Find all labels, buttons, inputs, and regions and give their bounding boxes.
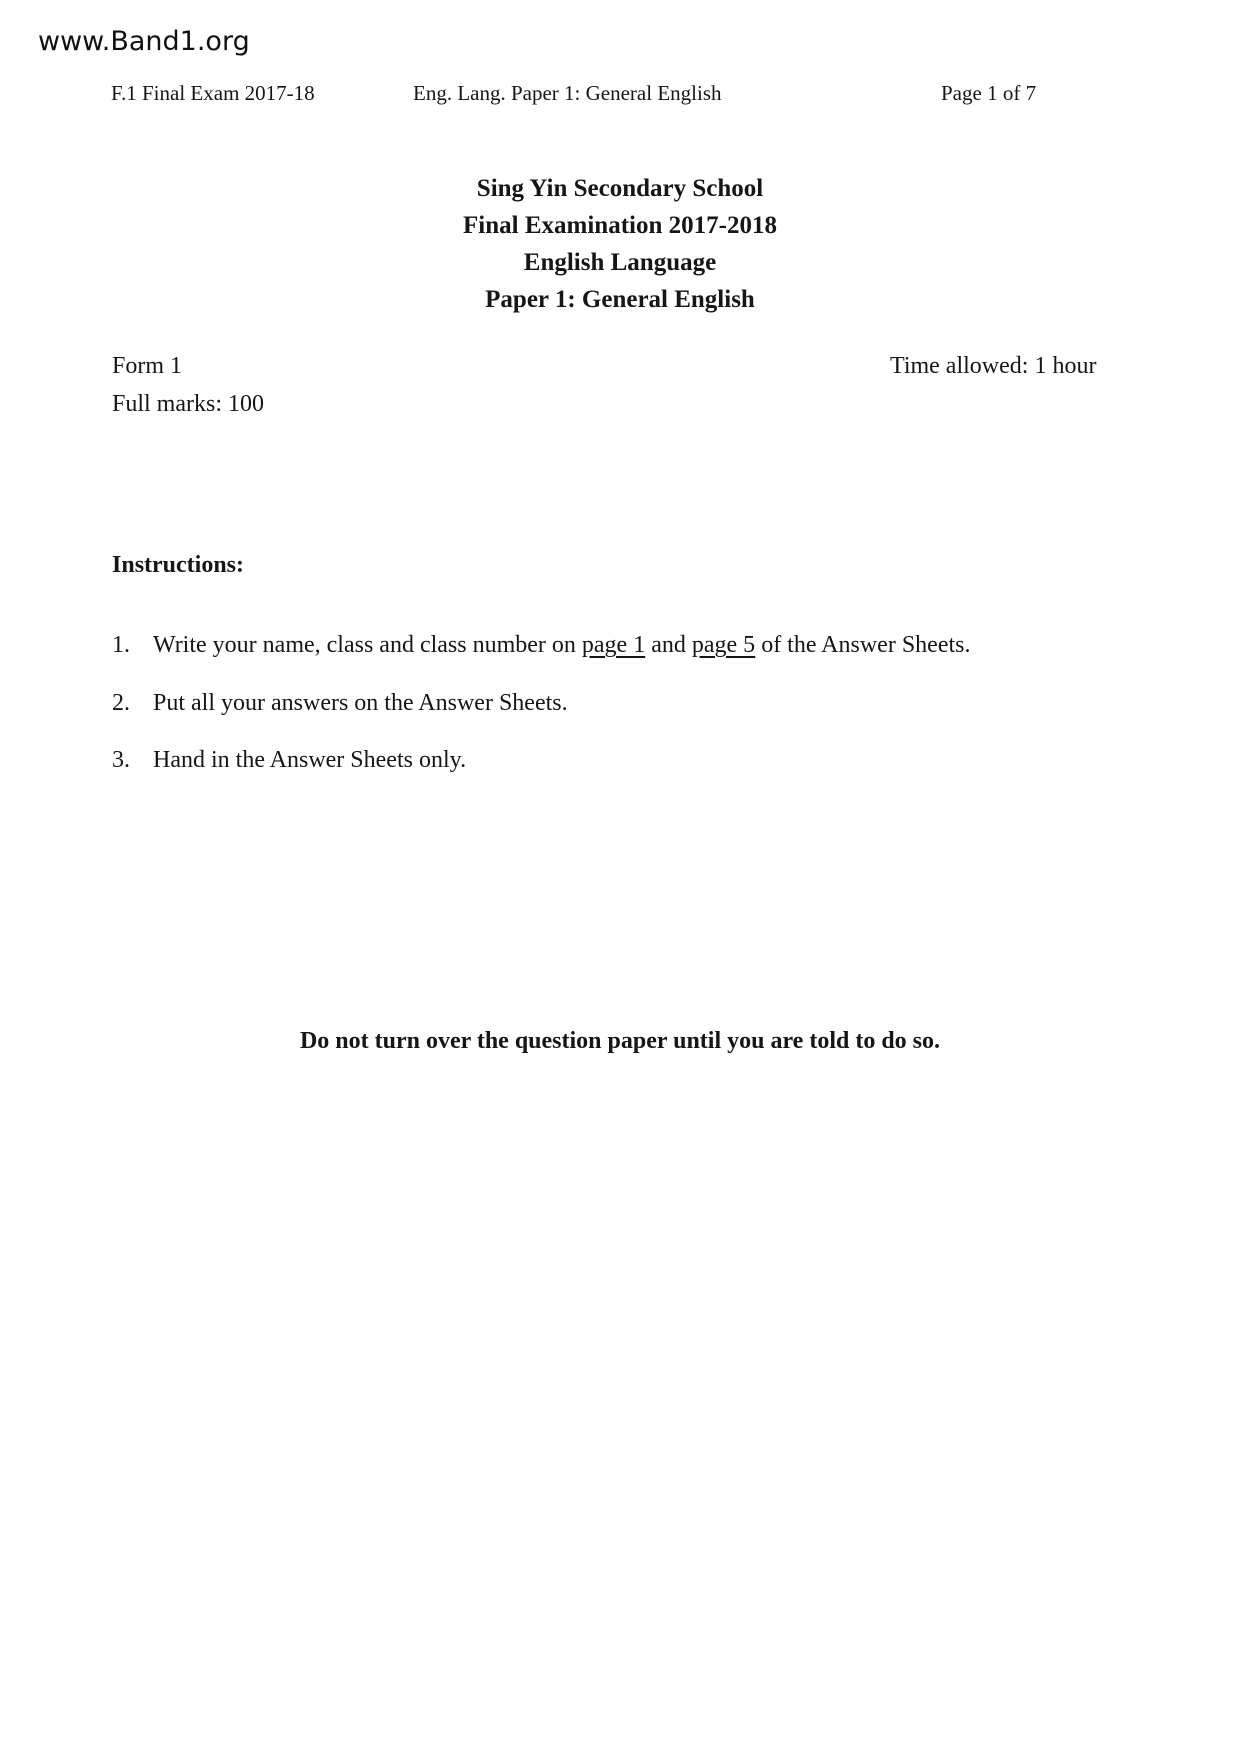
instruction-item-2-text: Put all your answers on the Answer Sheets. bbox=[153, 690, 568, 716]
instruction-item-2 bbox=[112, 690, 568, 717]
instructions-heading: Instructions: bbox=[112, 552, 245, 578]
page-5-underlined: page 5 bbox=[691, 632, 756, 658]
exam-name: Final Examination 2017-2018 bbox=[463, 212, 777, 239]
instruction-item-3-text: Hand in the Answer Sheets only. bbox=[153, 747, 467, 773]
page-1-underlined: page 1 bbox=[581, 632, 646, 658]
instruction-item-3-number: 3. bbox=[112, 747, 130, 773]
school-name: Sing Yin Secondary School bbox=[476, 175, 764, 202]
form-level: Form 1 bbox=[112, 353, 183, 379]
instruction-item-2-number: 2. bbox=[112, 690, 130, 716]
header-paper-label: Eng. Lang. Paper 1: General English bbox=[413, 81, 722, 105]
header-page-number: Page 1 of 7 bbox=[941, 81, 1037, 105]
title-block bbox=[0, 170, 1240, 318]
full-marks: Full marks: 100 bbox=[112, 391, 265, 417]
do-not-turn-over-notice: Do not turn over the question paper until you are told to do so. bbox=[299, 1028, 941, 1054]
subject-name: English Language bbox=[523, 249, 717, 276]
instruction-item-3 bbox=[112, 747, 466, 774]
instruction-item-1-number: 1. bbox=[112, 632, 130, 658]
instruction-item-1-text: Write your name, class and class number on page 1 and page 5 of the Answer Sheets. bbox=[153, 632, 971, 658]
instruction-item-1 bbox=[112, 632, 970, 659]
watermark-url: www.Band1.org bbox=[38, 26, 250, 57]
paper-name: Paper 1: General English bbox=[485, 286, 755, 313]
header-exam-label: F.1 Final Exam 2017-18 bbox=[111, 81, 315, 105]
time-allowed: Time allowed: 1 hour bbox=[890, 353, 1097, 379]
